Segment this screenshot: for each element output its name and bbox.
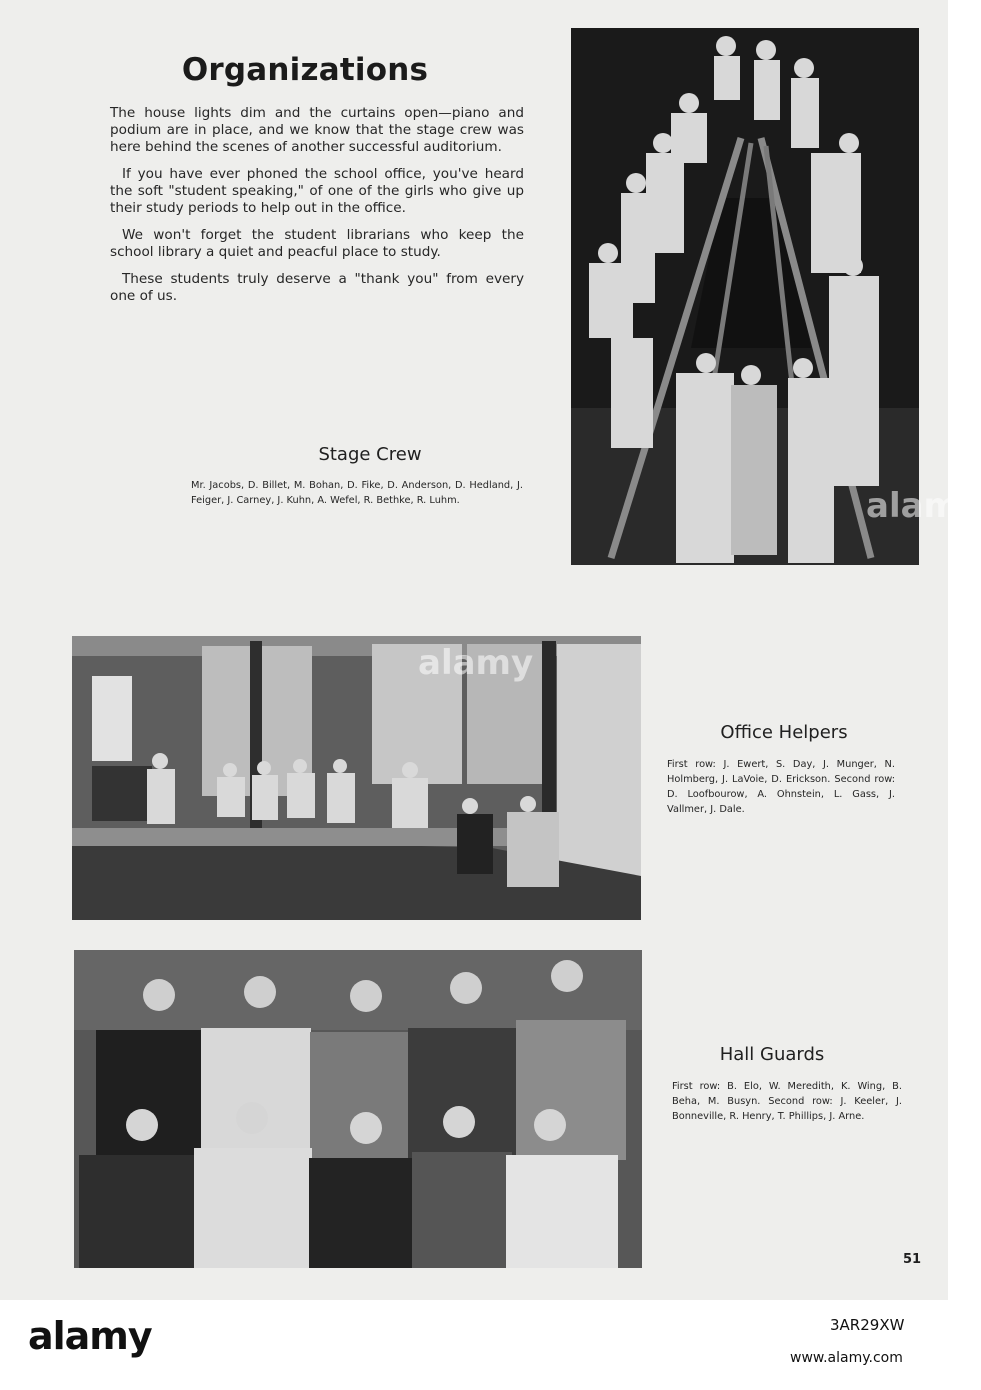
intro-paragraph: These students truly deserve a "thank you" from every one of us. bbox=[110, 271, 524, 304]
office-helpers-heading: Office Helpers bbox=[720, 722, 848, 743]
stage-crew-photo bbox=[571, 28, 919, 565]
page-number: 51 bbox=[903, 1252, 922, 1267]
intro-paragraph: The house lights dim and the curtains open—piano and podium are in place, and we know that the stage crew was here behind the scenes of another successful auditorium. bbox=[110, 105, 524, 155]
office-helpers-photo bbox=[72, 636, 641, 920]
hall-guards-heading: Hall Guards bbox=[719, 1044, 825, 1065]
stage-crew-names: Mr. Jacobs, D. Billet, M. Bohan, D. Fike, D. Anderson, D. Hedland, J. Feiger, J. Carney, J. Kuhn, A. Wefel, R. Bethke, R. Luhm. bbox=[191, 480, 523, 506]
intro-paragraph: If you have ever phoned the school office, you've heard the soft "student speaking," of one of the girls who give up their study periods to help out in the office. bbox=[110, 166, 524, 216]
hall-guards-names: First row: B. Elo, W. Meredith, K. Wing, B. Beha, M. Busyn. Second row: J. Keeler, J. Bonneville, R. Henry, T. Phillips, J. Arne. bbox=[672, 1081, 902, 1122]
image-id: 3AR29XW bbox=[830, 1316, 905, 1334]
office-helpers-names: First row: J. Ewert, S. Day, J. Munger, N. Holmberg, J. LaVoie, D. Erickson. Second row: D. Loofbourow, A. Ohnstein, L. Gass, J. Vallmer, J. Dale. bbox=[667, 759, 895, 815]
alamy-logo: alamy bbox=[28, 1314, 152, 1358]
watermark-text: alamy bbox=[418, 643, 534, 683]
footer-url[interactable]: www.alamy.com bbox=[790, 1350, 903, 1366]
hall-guards-photo bbox=[74, 950, 642, 1268]
page-title: Organizations bbox=[181, 52, 429, 88]
watermark-text: alamy bbox=[866, 486, 981, 526]
stage-crew-heading: Stage Crew bbox=[318, 444, 422, 465]
intro-paragraph: We won't forget the student librarians who keep the school library a quiet and peacful place to study. bbox=[110, 227, 524, 260]
intro-text bbox=[110, 105, 524, 315]
